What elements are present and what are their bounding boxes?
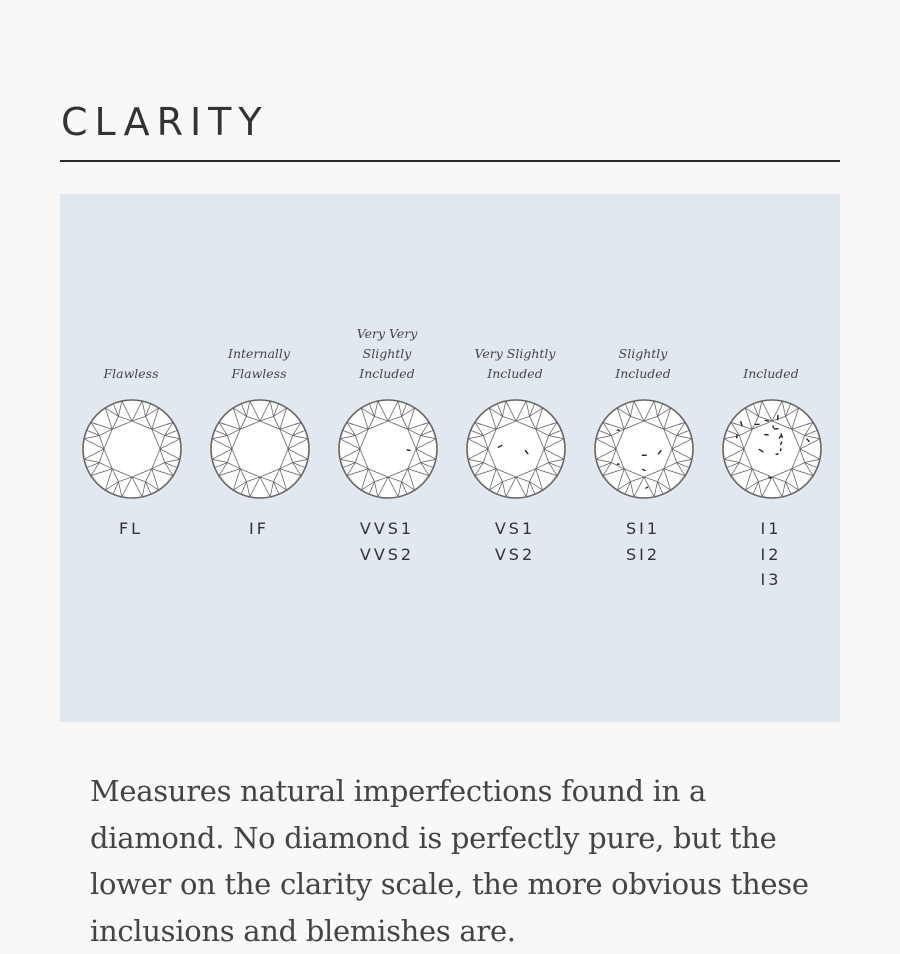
grade-code: SI2 <box>579 542 707 568</box>
inclusion-mark <box>769 477 770 478</box>
grade-code: VVS1 <box>323 516 451 542</box>
grade-name: Flawless <box>67 364 195 384</box>
inclusion-mark <box>765 420 768 421</box>
diamond-icon <box>209 398 311 500</box>
diamond-icon <box>81 398 183 500</box>
clarity-description: Measures natural imperfections found in a diamond. No diamond is perfectly pure, but the lower on the clarity scale, the more obvious these inclusions and blemishes are. <box>90 768 810 954</box>
grade-codes <box>579 516 707 567</box>
grade-codes <box>67 516 195 542</box>
grade-code: I1 <box>707 516 835 542</box>
diamond-icon <box>593 398 695 500</box>
grade-code: VS1 <box>451 516 579 542</box>
grade-code: VS2 <box>451 542 579 568</box>
inclusion-mark <box>643 470 645 471</box>
grade-codes <box>323 516 451 567</box>
grade-codes <box>707 516 835 593</box>
grade-name: Internally Flawless <box>195 344 323 384</box>
grade-code: VVS2 <box>323 542 451 568</box>
title-divider <box>60 160 840 162</box>
grade-name: Very Very Slightly Included <box>323 324 451 384</box>
clarity-grade-i1 <box>707 194 835 722</box>
page-title: CLARITY <box>61 97 269 147</box>
grade-code: I2 <box>707 542 835 568</box>
clarity-grade-si1 <box>579 194 707 722</box>
inclusion-mark <box>779 436 780 438</box>
clarity-grade-if <box>195 194 323 722</box>
diamond-icon <box>337 398 439 500</box>
diamond-icon <box>465 398 567 500</box>
inclusion-mark <box>773 426 774 428</box>
clarity-grade-vvs1 <box>323 194 451 722</box>
grade-name: Very Slightly Included <box>451 344 579 384</box>
grade-codes <box>451 516 579 567</box>
grade-code: I3 <box>707 567 835 593</box>
clarity-scale-panel <box>60 194 840 722</box>
grade-name: Slightly Included <box>579 344 707 384</box>
grade-codes <box>195 516 323 542</box>
grade-name: Included <box>707 364 835 384</box>
diamond-icon <box>721 398 823 500</box>
grade-code: IF <box>195 516 323 542</box>
grade-code: SI1 <box>579 516 707 542</box>
grade-code: FL <box>67 516 195 542</box>
clarity-grade-vs1 <box>451 194 579 722</box>
clarity-grade-fl <box>67 194 195 722</box>
inclusion-mark <box>646 487 648 488</box>
